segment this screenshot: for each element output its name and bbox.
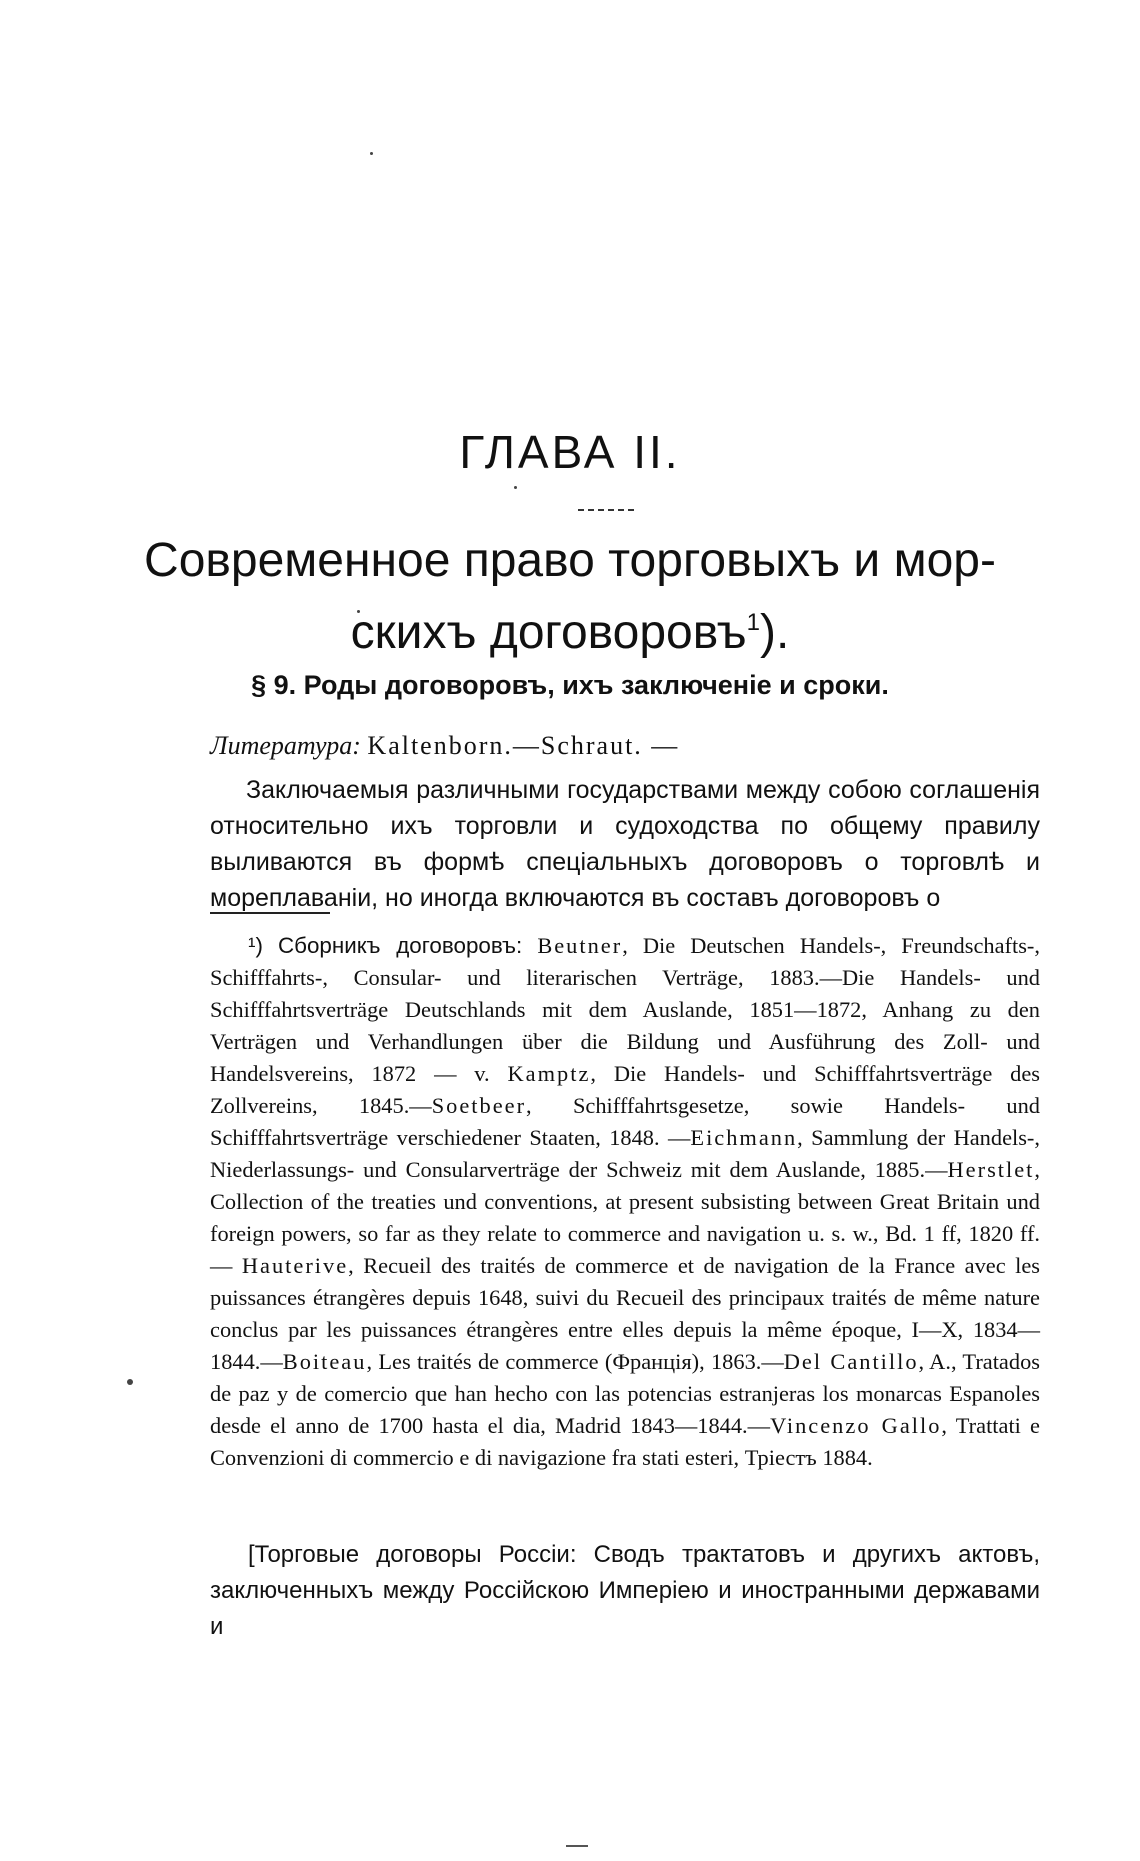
chapter-title-line-1: Современное право торговыхъ и мор- bbox=[144, 534, 996, 587]
footnote-text: , A., Tratados de paz y de comercio que han hecho con las potencias estranjeras los monarcas Espanoles desde el anno de 1700 hasta el dia, Madrid 1843—1844.— bbox=[210, 1349, 1040, 1438]
footnote-text: , Recueil des traités de commerce et de navigation de la France avec les puissances étrangères depuis 1648, suivi du Recueil des principaux traités de même nature conclus par les puissances étrangères entre elles depuis la même époque, I—X, 1834—1844.— bbox=[210, 1253, 1040, 1374]
footnote-text: , Die Handels- und Schifffahrtsverträge des Zollvereins, 1845.— bbox=[210, 1061, 1040, 1118]
footnote-lead: Сборникъ договоровъ: bbox=[277, 933, 523, 958]
footnote-author: Kamptz bbox=[507, 1061, 591, 1086]
footnote-text: , Die Deutschen Handels-, Freundschafts-, Schifffahrts-, Consular- und literarischen Verträge, 1883.—Die Handels- und Schifffahrtsverträge Deutschlands mit dem Auslande, 1851—1872, Anhang zu den Verträgen und Verhandlungen über die Bildung und Ausführung des Zoll- und Handelsvereins, 1872 — v. bbox=[210, 933, 1040, 1086]
footnote-author: Eichmann bbox=[690, 1125, 798, 1150]
body-paragraph: Заключаемыя различными государствами между собою соглашенiя относительно ихъ торговли и судоходства по общему правилу выливаются въ формѣ спецiальныхъ договоровъ о торговлѣ и мореплаванiи, но иногда включаются въ составъ договоровъ о bbox=[210, 776, 1040, 912]
chapter-title bbox=[0, 530, 1140, 664]
footnote-author: Vincenzo Gallo bbox=[770, 1413, 942, 1438]
footnote-author: Del Cantillo bbox=[783, 1349, 919, 1374]
section-heading: § 9. Роды договоровъ, ихъ заключенiе и сроки. bbox=[251, 670, 889, 700]
literature-authors: Kaltenborn.—Schraut. — bbox=[367, 731, 680, 760]
literature-label: Литература: bbox=[210, 731, 361, 760]
chapter-divider bbox=[578, 509, 634, 511]
footnote-text: , Collection of the treaties und conventions, at present subsisting between Great Britain und foreign powers, so far as they relate to commerce and navigation u. s. w., Bd. 1 ff, 1820 ff.— bbox=[210, 1157, 1040, 1278]
footnote-text: , Les traités de commerce (Францiя), 1863.— bbox=[366, 1349, 784, 1374]
footnote-continuation: [Торговые договоры Россiи: Сводъ трактатовъ и другихъ актовъ, заключенныхъ между Россiйскою Имперiею и иностранными державами и bbox=[210, 1541, 1040, 1640]
footnote-author: Hauterive bbox=[241, 1253, 349, 1278]
footnote-marker: ¹) bbox=[248, 933, 263, 958]
footnote bbox=[210, 930, 1040, 1474]
chapter-title-closing: ). bbox=[759, 606, 790, 659]
scan-speck bbox=[514, 486, 517, 489]
footnote-text: , Sammlung der Handels-, Niederlassungs- und Consularverträge der Schweiz mit dem Auslande, 1885.— bbox=[210, 1125, 1040, 1182]
footnote-author: Soetbeer bbox=[431, 1093, 527, 1118]
page-bottom-mark bbox=[566, 1845, 588, 1847]
footnote-author: Beutner bbox=[537, 933, 623, 958]
chapter-title-line-2-text: скихъ договоровъ bbox=[350, 606, 747, 659]
footnote-text: , Schifffahrtsgesetze, sowie Handels- und Schifffahrtsverträge verschiedener Staaten, 1848. — bbox=[210, 1093, 1041, 1150]
chapter-title-line-2 bbox=[0, 592, 1140, 664]
footnote-divider bbox=[210, 912, 330, 914]
scan-speck bbox=[127, 1379, 133, 1385]
footnote-text: , Trattati e Convenzioni di commercio e di navigazione fra stati esteri, Трiестъ 1884. bbox=[210, 1413, 1040, 1470]
footnote-author: Herstlet bbox=[947, 1157, 1035, 1182]
literature-line bbox=[210, 728, 1040, 764]
scan-speck bbox=[370, 152, 373, 155]
chapter-heading: ГЛАВА II. bbox=[459, 426, 681, 478]
footnote-author: Boiteau bbox=[282, 1349, 367, 1374]
footnote-reference[interactable]: 1 bbox=[746, 609, 760, 636]
